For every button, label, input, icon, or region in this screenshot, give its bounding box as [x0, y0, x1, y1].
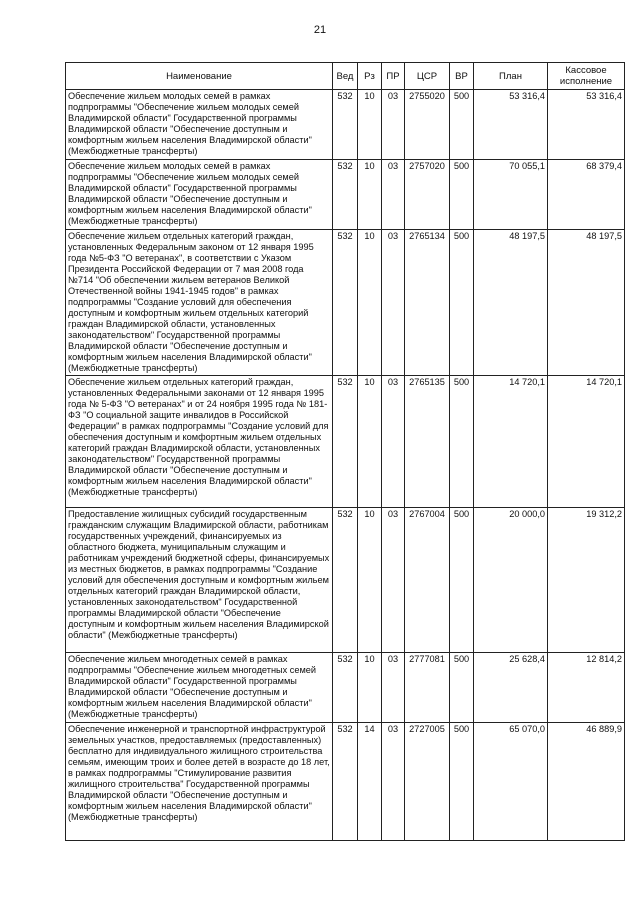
row-kassa: 53 316,4: [548, 90, 625, 160]
row-rz: 14: [358, 723, 382, 841]
row-pr: 03: [382, 230, 405, 376]
row-pr: 03: [382, 653, 405, 723]
row-vr: 500: [450, 653, 474, 723]
row-kassa: 68 379,4: [548, 160, 625, 230]
row-name: Обеспечение жильем многодетных семей в рамках подпрограммы "Обеспечение жильем многодетных семей Владимирской области" Государственной программы Владимирской области "Обеспечение доступным и комфортным жильем населения Владимирской области" (Межбюджетные трансферты): [66, 653, 333, 723]
row-pr: 03: [382, 160, 405, 230]
row-kassa: 12 814,2: [548, 653, 625, 723]
header-csr: ЦСР: [405, 63, 450, 90]
row-csr: 2765135: [405, 376, 450, 508]
row-csr: 2767004: [405, 508, 450, 653]
row-plan: 70 055,1: [474, 160, 548, 230]
row-plan: 25 628,4: [474, 653, 548, 723]
row-plan: 53 316,4: [474, 90, 548, 160]
table-row: [66, 376, 625, 508]
row-name: Обеспечение жильем молодых семей в рамках подпрограммы "Обеспечение жильем молодых семей Владимирской области" Государственной программы Владимирской области "Обеспечение доступным и комфортным жильем населения Владимирской области" (Межбюджетные трансферты): [66, 160, 333, 230]
row-pr: 03: [382, 376, 405, 508]
row-pr: 03: [382, 90, 405, 160]
page-number: 21: [313, 24, 327, 36]
row-rz: 10: [358, 230, 382, 376]
header-name: Наименование: [66, 63, 333, 90]
row-name: Обеспечение жильем молодых семей в рамках подпрограммы "Обеспечение жильем молодых семей Владимирской области" Государственной программы Владимирской области "Обеспечение доступным и комфортным жильем населения Владимирской области" (Межбюджетные трансферты): [66, 90, 333, 160]
row-ved: 532: [333, 90, 358, 160]
row-ved: 532: [333, 653, 358, 723]
table-row: [66, 90, 625, 160]
row-rz: 10: [358, 653, 382, 723]
row-csr: 2727005: [405, 723, 450, 841]
row-rz: 10: [358, 160, 382, 230]
row-vr: 500: [450, 508, 474, 653]
row-name: Обеспечение инженерной и транспортной инфраструктурой земельных участков, предоставляемых (предоставленных) бесплатно для индивидуального жилищного строительства семьям, имеющим троих и более детей в возрасте до 18 лет, в рамках подпрограммы "Стимулирование развития жилищного строительства" Государственной программы Владимирской области "Обеспечение доступным и комфортным жильем населения Владимирской области" (Межбюджетные трансферты): [66, 723, 333, 841]
row-ved: 532: [333, 230, 358, 376]
row-vr: 500: [450, 376, 474, 508]
row-kassa: 14 720,1: [548, 376, 625, 508]
row-vr: 500: [450, 230, 474, 376]
row-kassa: 46 889,9: [548, 723, 625, 841]
row-name: Обеспечение жильем отдельных категорий граждан, установленных Федеральным законом от 12 января 1995 года №5-ФЗ "О ветеранах", в соответствии с Указом Президента Российской Федерации от 7 мая 2008 года №714 "Об обеспечении жильем ветеранов Великой Отечественной войны 1941-1945 годов" в рамках подпрограммы "Создание условий для обеспечения доступным и комфортным жильем отдельных категорий граждан Владимирской области, установленных законодательством" Государственной программы Владимирской области "Обеспечение доступным и комфортным жильем населения Владимирской области" (Межбюджетные трансферты): [66, 230, 333, 376]
row-plan: 14 720,1: [474, 376, 548, 508]
row-ved: 532: [333, 723, 358, 841]
row-ved: 532: [333, 160, 358, 230]
row-pr: 03: [382, 723, 405, 841]
row-ved: 532: [333, 508, 358, 653]
row-ved: 532: [333, 376, 358, 508]
row-rz: 10: [358, 508, 382, 653]
header-plan: План: [474, 63, 548, 90]
row-vr: 500: [450, 160, 474, 230]
row-csr: 2765134: [405, 230, 450, 376]
budget-table: [65, 62, 625, 841]
row-plan: 65 070,0: [474, 723, 548, 841]
table-row: [66, 160, 625, 230]
table-header-row: [66, 63, 625, 90]
row-kassa: 19 312,2: [548, 508, 625, 653]
table-row: [66, 508, 625, 653]
header-vr: ВР: [450, 63, 474, 90]
header-ved: Вед: [333, 63, 358, 90]
table-row: [66, 230, 625, 376]
row-csr: 2777081: [405, 653, 450, 723]
header-pr: ПР: [382, 63, 405, 90]
row-vr: 500: [450, 90, 474, 160]
header-kassa: Кассовое исполнение: [548, 63, 625, 90]
table-row: [66, 653, 625, 723]
row-rz: 10: [358, 90, 382, 160]
row-rz: 10: [358, 376, 382, 508]
table-row: [66, 723, 625, 841]
row-name: Обеспечение жильем отдельных категорий граждан, установленных Федеральными законами от 12 января 1995 года № 5-ФЗ "О ветеранах" и от 24 ноября 1995 года № 181-ФЗ "О социальной защите инвалидов в Российской Федерации" в рамках подпрограммы "Создание условий для обеспечения доступным и комфортным жильем отдельных категорий граждан Владимирской области, установленных законодательством" Государственной программы Владимирской области "Обеспечение доступным и комфортным жильем населения Владимирской области" (Межбюджетные трансферты): [66, 376, 333, 508]
row-plan: 20 000,0: [474, 508, 548, 653]
row-pr: 03: [382, 508, 405, 653]
row-csr: 2757020: [405, 160, 450, 230]
row-plan: 48 197,5: [474, 230, 548, 376]
header-rz: Рз: [358, 63, 382, 90]
row-name: Предоставление жилищных субсидий государственным гражданским служащим Владимирской области, работникам государственных учреждений, финансируемых из областного бюджета, муниципальным служащим и работникам учреждений бюджетной сферы, финансируемых из местных бюджетов, в рамках подпрограммы "Создание условий для обеспечения доступным и комфортным жильем отдельных категорий граждан Владимирской области, установленных законодательством" Государственной программы Владимирской области "Обеспечение доступным и комфортным жильем населения Владимирской области" (Межбюджетные трансферты): [66, 508, 333, 653]
row-csr: 2755020: [405, 90, 450, 160]
row-vr: 500: [450, 723, 474, 841]
row-kassa: 48 197,5: [548, 230, 625, 376]
